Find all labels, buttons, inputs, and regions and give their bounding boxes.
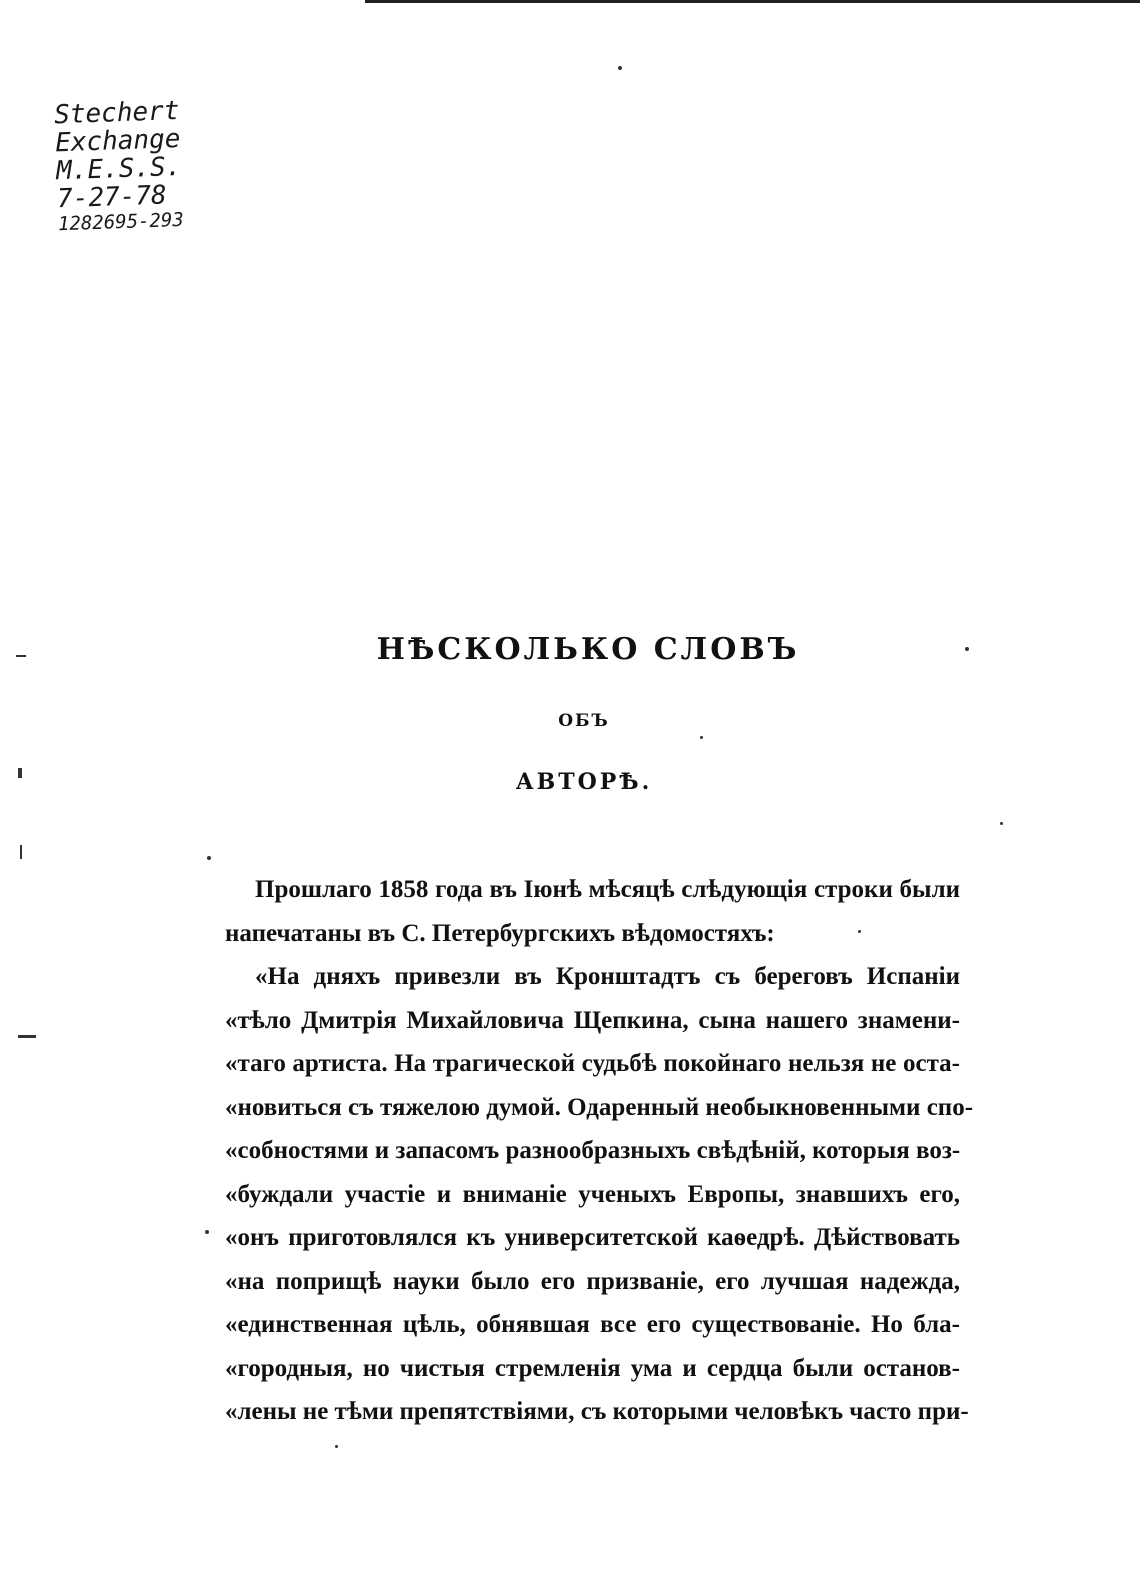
scan-speck: [618, 66, 622, 70]
chapter-subject: АВТОРѢ.: [515, 769, 653, 795]
chapter-title: НѢСКОЛЬКО СЛОВЪ: [376, 632, 800, 667]
top-edge-rule: [365, 0, 1140, 3]
text-line: «тѣло Дмитрія Михайловича Щепкина, сына нашего знамени-: [225, 1006, 960, 1034]
note-line: 1282695-293: [57, 208, 185, 236]
note-line: 7-27-78: [56, 180, 168, 215]
text-line: «буждали участіе и вниманіе ученыхъ Европы, знавшихъ его,: [225, 1180, 960, 1208]
text-line: «на поприщѣ науки было его призваніе, его лучшая надежда,: [225, 1267, 960, 1295]
scan-speck: [207, 856, 211, 860]
text-line: «новиться съ тяжелою думой. Одаренный необыкновенными спо-: [225, 1093, 974, 1121]
body-paragraphs: [225, 868, 974, 1434]
text-line: «городныя, но чистыя стремленія ума и сердца были останов-: [225, 1354, 960, 1382]
chapter-title-connector: ОБЪ: [558, 711, 610, 731]
text-line: напечатаны въ С. Петербургскихъ вѣдомостяхъ:: [225, 919, 775, 947]
scan-speck: [965, 647, 969, 651]
margin-mark: [16, 655, 26, 657]
margin-mark: [20, 845, 22, 859]
text-line: «онъ приготовлялся къ университетской каѳедрѣ. Дѣйствовать: [225, 1224, 960, 1251]
scan-speck: [858, 930, 861, 933]
text-line: «лены не тѣми препятствіями, съ которыми человѣкъ часто при-: [225, 1398, 969, 1425]
scan-speck: [700, 736, 703, 739]
text-line: «На дняхъ привезли въ Кронштадтъ съ береговъ Испаніи: [255, 963, 960, 990]
handwritten-library-note: [54, 95, 249, 236]
scan-speck: [1000, 822, 1003, 825]
margin-mark: [18, 1035, 36, 1038]
scan-speck: [335, 1445, 338, 1448]
text-line: Прошлаго 1858 года въ Іюнѣ мѣсяцѣ слѣдующія строки были: [255, 876, 960, 903]
margin-mark: [18, 768, 22, 778]
text-line: «единственная цѣль, обнявшая все его существованіе. Но бла-: [225, 1311, 960, 1338]
note-line: M.E.S.S.: [55, 151, 182, 187]
text-line: «собностями и запасомъ разнообразныхъ свѣдѣній, которыя воз-: [225, 1137, 961, 1164]
note-line: Exchange: [54, 123, 181, 159]
text-line: «таго артиста. На трагической судьбѣ покойнаго нельзя не оста-: [225, 1050, 960, 1077]
scan-speck: [205, 1230, 209, 1234]
note-line: Stechert: [53, 95, 180, 131]
